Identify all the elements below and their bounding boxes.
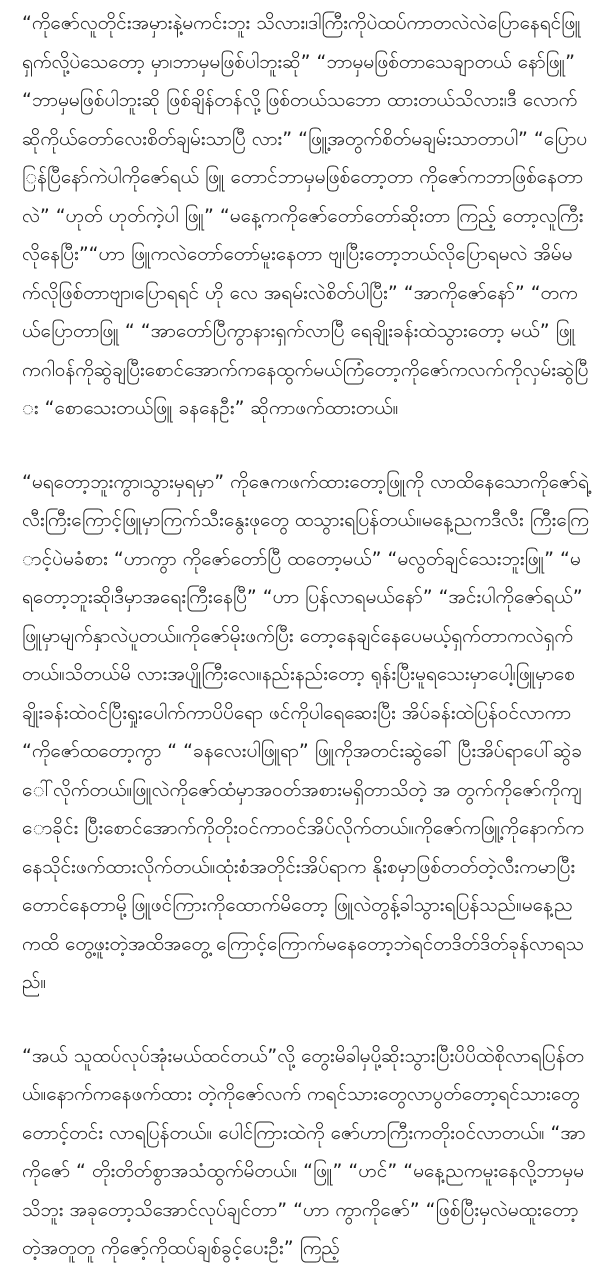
article-body bbox=[22, 4, 590, 1268]
paragraph: “မရတော့ဘူးကွာ၊သွားမှရမှာ” ကိုဇေကဖက်ထားတော့ဖြူကို လာထိနေသောကိုဇော်ရဲ့လီးကြီးကြောင့်ဖြူမှာကြက်သီးနွေးဖုတွေ ထသွားရပြန်တယ်။မနေ့ညကဒီလီး ကြီးကြောင့်ပဲမခံစား “ဟာကွာ ကိုဇော်တော်ပြီ ထတော့မယ်” “မလွတ်ချင်သေးဘူးဖြူ” “မ ရတော့ဘူးဆို၊ဒီမှာအရေးကြီးနေပြီ” “ဟာ ပြန်လာရမယ်နော်” “အင်းပါကိုဇော်ရယ်” ဖြူမှာမျက်နှာလဲပူတယ်။ကိုဇော်မိုးဖက်ပြီး တော့နေချင်နေပေမယ့်ရှက်တာကလဲရှက်တယ်။သိတယ်မိ လားအပျိုကြီးလေ။နည်းနည်းတော့ ရုန်းပြီးမူရသေးမှာပေါ့၊ဖြူမှာစေ ချိုးခန်းထဲဝင်ပြီးရှုးပေါက်ကာပိပိရော ဖင်ကိုပါရေဆေးပြီး အိပ်ခန်းထဲပြန်ဝင်လာကာ “ကိုဇော်ထတော့ကွာ “ “ခနလေးပါဖြူရာ” ဖြူကိုအတင်းဆွဲခေါ် ပြီးအိပ်ရာပေါ်ဆွဲခေါ်လိုက်တယ်။ဖြူလဲကိုဇော်ထံမှာအဝတ်အစားမရှိတာသိတဲ့ အ တွက်ကိုဇော်ကိုကျောခိုင်း ပြီးစောင်အောက်ကိုတိုးဝင်ကာဝင်အိပ်လိုက်တယ်။ကိုဇော်ကဖြူ့ကိုနောက်ကနေသိုင်းဖက်ထားလိုက်တယ်။ထုံးစံအတိုင်းအိပ်ရာက နိုးစမှာဖြစ်တတ်တဲ့လီးကမာပြီးတောင်နေတာမို့ဖြူဖင်ကြားကိုထောက်မိတော့ ဖြူလဲတွန့်ခါသွားရပြန်သည်။မနေ့ညကထိ တွေ့ဖူးတဲ့အထိအတွေ့ ကြောင့်ကြောက်မနေတော့ဘဲရင်တဒိတ်ဒိတ်ခုန်လာရသည်။ bbox=[22, 470, 589, 993]
paragraph: “အယ် သူထပ်လုပ်အုံးမယ်ထင်တယ်”လို့ တွေးမိခါမှပို့ဆိုးသွားပြီးပိပိထဲစိုလာရပြန်တယ်။နောက်ကနေဖက်ထား တဲ့ကိုဇော်လက် ကရင်သားတွေလာပွတ်တော့ရင်သားတွေတောင့်တင်း လာရပြန်တယ်။ ပေါင်ကြားထဲကို ဇော်ဟာကြီးကတိုးဝင်လာတယ်။ “အာ ကိုဇော် “ တိုးတိတ်စွာအသံထွက်မိတယ်။ “ဖြူ” “ဟင်” “မနေ့ညကမူးနေလို့ဘာမှမသိဘူး အခုတော့သိအောင်လုပ်ချင်တာ” “ဟာ ကွာကိုဇော်” “ဖြစ်ပြီးမှလဲမထူးတော့တဲ့အတူတူ ကိုဇော့်ကိုထပ်ချစ်ခွင့်ပေးဦး” ကြည့် bbox=[22, 1044, 586, 1259]
paragraph: “ကိုဇော်လူတိုင်းအမှားနဲ့မကင်းဘူး သိလား၊ဒါကြီးကိုပဲထပ်ကာတလဲလဲပြောနေရင်ဖြူရှက်လို့ပဲသေတော့ မှာ၊ဘာမှမဖြစ်ပါဘူးဆို” “ဘာမှမဖြစ်တာသေချာတယ် နော်ဖြူ” “ဘာမှမဖြစ်ပါဘူးဆို ဖြစ်ချိန်တန်လို့ဖြစ်တယ်သဘော ထားတယ်သိလား၊ဒီ လောက်ဆိုကိုယ်တော်လေးစိတ်ချမ်းသာပြီ လား” “ဖြူ့အတွက်စိတ်မချမ်းသာတာပါ” “ပြောပြန်ပြီနော်ကဲပါကိုဇော်ရယ် ဖြူ တောင်ဘာမှမဖြစ်တော့တာ ကိုဇော်ကဘာဖြစ်နေတာလဲ” “ဟုတ် ဟုတ်ကဲ့ပါ ဖြူ” “မနေ့ကကိုဇော်တော်တော်ဆိုးတာ ကြည့် တော့လူကြီးလိုနေပြီး”“ဟာ ဖြူကလဲတော်တော်မူးနေတာ ဗျ၊ပြီးတော့ဘယ်လိုပြောရမလဲ အိမ်မက်လိုဖြစ်တာဗျာ၊ပြောရရင် ဟို လေ အရမ်းလဲစိတ်ပါပြီး” “အာကိုဇော်နော်” “တကယ်ပြောတာဖြူ “ “အာတော်ပြီကွာနားရှက်လာပြီ ရေချိုးခန်းထဲသွားတော့ မယ်” ဖြူကဂါဝန်ကိုဆွဲချပြီးစောင်အောက်ကနေထွက်မယ်ကြံတော့ကိုဇော်ကလက်ကိုလှမ်းဆွဲပြီး “စောသေးတယ်ဖြူ ခနနေဦး” ဆိုကာဖက်ထားတယ်။ bbox=[22, 12, 589, 419]
